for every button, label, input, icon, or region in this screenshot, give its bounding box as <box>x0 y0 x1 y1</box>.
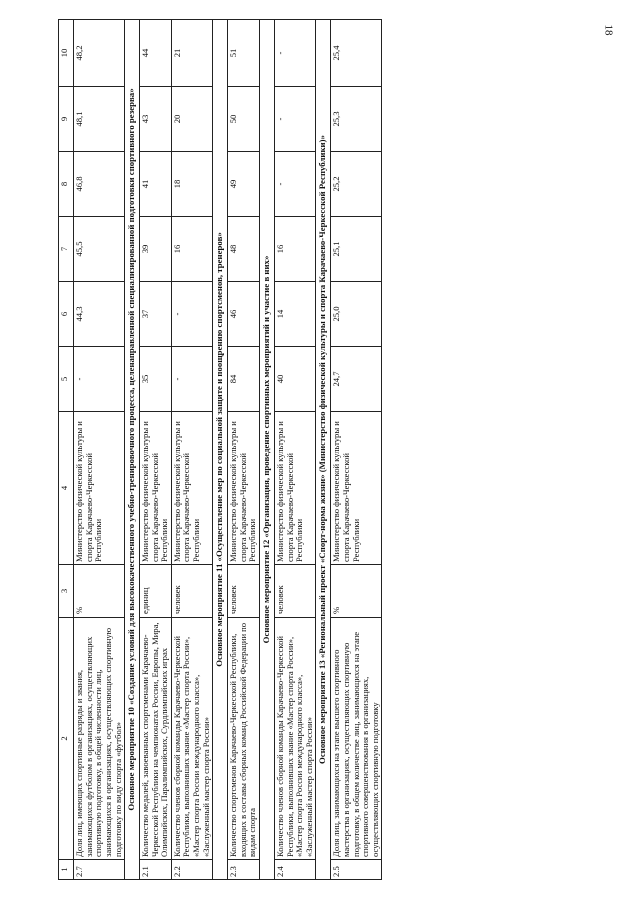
section-title: Основное мероприятие 10 «Создание условий для высококачественного учебно-тренировочного процесса, целенаправленной специализированной подготовки спортивного резерва» <box>125 20 140 880</box>
indicator-name: Количество спортсменов Карачаево-Черкесской Республики, входящих в составы сборных команд Российской Федерации по видам спорта <box>228 618 260 860</box>
value-col8: 46,8 <box>74 152 125 217</box>
value-col8: 25,2 <box>331 152 382 217</box>
header-cell: 7 <box>59 217 74 282</box>
indicators-table <box>58 19 382 880</box>
header-cell: 5 <box>59 347 74 412</box>
section-row <box>125 20 140 880</box>
table-row <box>228 20 260 880</box>
section-title: Основное мероприятие 12 «Организация, проведение спортивных мероприятий и участие в них» <box>260 20 275 880</box>
indicator-name: Количество членов сборной команды Карачаево-Черкесской Республики, выполнивших звание «Мастер спорта России», «Мастер спорта России международного класса», «Заслуженный мастер спорта России» <box>274 618 316 860</box>
value-col7: 39 <box>139 217 171 282</box>
row-number: 2.4 <box>274 860 316 880</box>
value-col10: 51 <box>228 20 260 87</box>
value-col10: 48,2 <box>74 20 125 87</box>
header-cell: 10 <box>59 20 74 87</box>
value-col7: 16 <box>171 217 213 282</box>
value-col10: - <box>274 20 316 87</box>
value-col9: 25,3 <box>331 87 382 152</box>
executor: Министерство физической культуры и спорта Карачаево-Черкесской Республики <box>171 412 213 565</box>
section-row <box>260 20 275 880</box>
value-col6: 14 <box>274 282 316 347</box>
unit: человек <box>228 565 260 618</box>
value-col7: 48 <box>228 217 260 282</box>
row-number: 2.1 <box>139 860 171 880</box>
indicator-name: Доля лиц, занимающихся на этапе высшего спортивного мастерства в организациях, осуществляющих спортивную подготовку, в общем количестве лиц, занимающихся на этапе спортивного совершенствования в организациях, осуществляющих спортивную подготовку <box>331 618 382 860</box>
executor: Министерство физической культуры и спорта Карачаево-Черкесской Республики <box>139 412 171 565</box>
value-col5: 84 <box>228 347 260 412</box>
value-col6: 25,0 <box>331 282 382 347</box>
value-col9: 48,1 <box>74 87 125 152</box>
value-col8: 49 <box>228 152 260 217</box>
value-col6: 46 <box>228 282 260 347</box>
value-col7: 25,1 <box>331 217 382 282</box>
executor: Министерство физической культуры и спорта Карачаево-Черкесской Республики <box>74 412 125 565</box>
value-col5: 40 <box>274 347 316 412</box>
value-col7: 16 <box>274 217 316 282</box>
value-col5: 24,7 <box>331 347 382 412</box>
header-cell: 4 <box>59 412 74 565</box>
unit: человек <box>274 565 316 618</box>
page-number: 18 <box>602 24 615 36</box>
table-row <box>274 20 316 880</box>
header-row <box>59 20 74 880</box>
header-cell: 9 <box>59 87 74 152</box>
table-row <box>139 20 171 880</box>
row-number: 2.5 <box>331 860 382 880</box>
value-col8: 18 <box>171 152 213 217</box>
value-col10: 25,4 <box>331 20 382 87</box>
value-col9: 50 <box>228 87 260 152</box>
indicator-name: Доля лиц, имеющих спортивные разряды и звания, занимающихся футболом в организациях, осуществляющих спортивную подготовку, в общей численности лиц, занимающихся в организациях, осуществляющих спортивную подготовку по виду спорта «футбол» <box>74 618 125 860</box>
header-cell: 2 <box>59 618 74 860</box>
unit: % <box>74 565 125 618</box>
value-col9: - <box>274 87 316 152</box>
executor: Министерство физической культуры и спорта Карачаево-Черкесской Республики <box>228 412 260 565</box>
row-number: 2.2 <box>171 860 213 880</box>
header-cell: 3 <box>59 565 74 618</box>
section-row <box>213 20 228 880</box>
value-col6: - <box>171 282 213 347</box>
executor: Министерство физической культуры и спорта Карачаево-Черкесской Республики <box>331 412 382 565</box>
value-col5: - <box>171 347 213 412</box>
value-col9: 43 <box>139 87 171 152</box>
value-col8: - <box>274 152 316 217</box>
value-col9: 20 <box>171 87 213 152</box>
value-col10: 44 <box>139 20 171 87</box>
value-col5: - <box>74 347 125 412</box>
section-title: Основное мероприятие 11 «Осуществление мер по социальной защите и поощрению спортсменов, тренеров» <box>213 20 228 880</box>
table-row <box>74 20 125 880</box>
executor: Министерство физической культуры и спорта Карачаево-Черкесской Республики <box>274 412 316 565</box>
indicator-name: Количество медалей, завоеванных спортсменами Карачаево-Черкесской Республики на чемпионатах России, Европы, Мира, Олимпийских, Паралимпийских, Сурдлимпийских играх <box>139 618 171 860</box>
unit: единиц <box>139 565 171 618</box>
value-col7: 45,5 <box>74 217 125 282</box>
value-col5: 35 <box>139 347 171 412</box>
header-cell: 1 <box>59 860 74 880</box>
value-col8: 41 <box>139 152 171 217</box>
table-row <box>171 20 213 880</box>
unit: % <box>331 565 382 618</box>
rotated-table-container <box>58 20 622 880</box>
row-number: 2.7 <box>74 860 125 880</box>
unit: человек <box>171 565 213 618</box>
section-title: Основное мероприятие 13 «Региональный проект «Спорт-норма жизни» (Министерство физической культуры и спорта Карачаево-Черкесской Республики)» <box>316 20 331 880</box>
value-col10: 21 <box>171 20 213 87</box>
header-cell: 6 <box>59 282 74 347</box>
table-row <box>331 20 382 880</box>
value-col6: 37 <box>139 282 171 347</box>
indicator-name: Количество членов сборной команды Карачаево-Черкесской Республики, выполнивших звание «Мастер спорта России», «Мастер спорта России международного класса», «Заслуженный мастер спорта России» <box>171 618 213 860</box>
value-col6: 44,3 <box>74 282 125 347</box>
row-number: 2.3 <box>228 860 260 880</box>
section-row <box>316 20 331 880</box>
header-cell: 8 <box>59 152 74 217</box>
